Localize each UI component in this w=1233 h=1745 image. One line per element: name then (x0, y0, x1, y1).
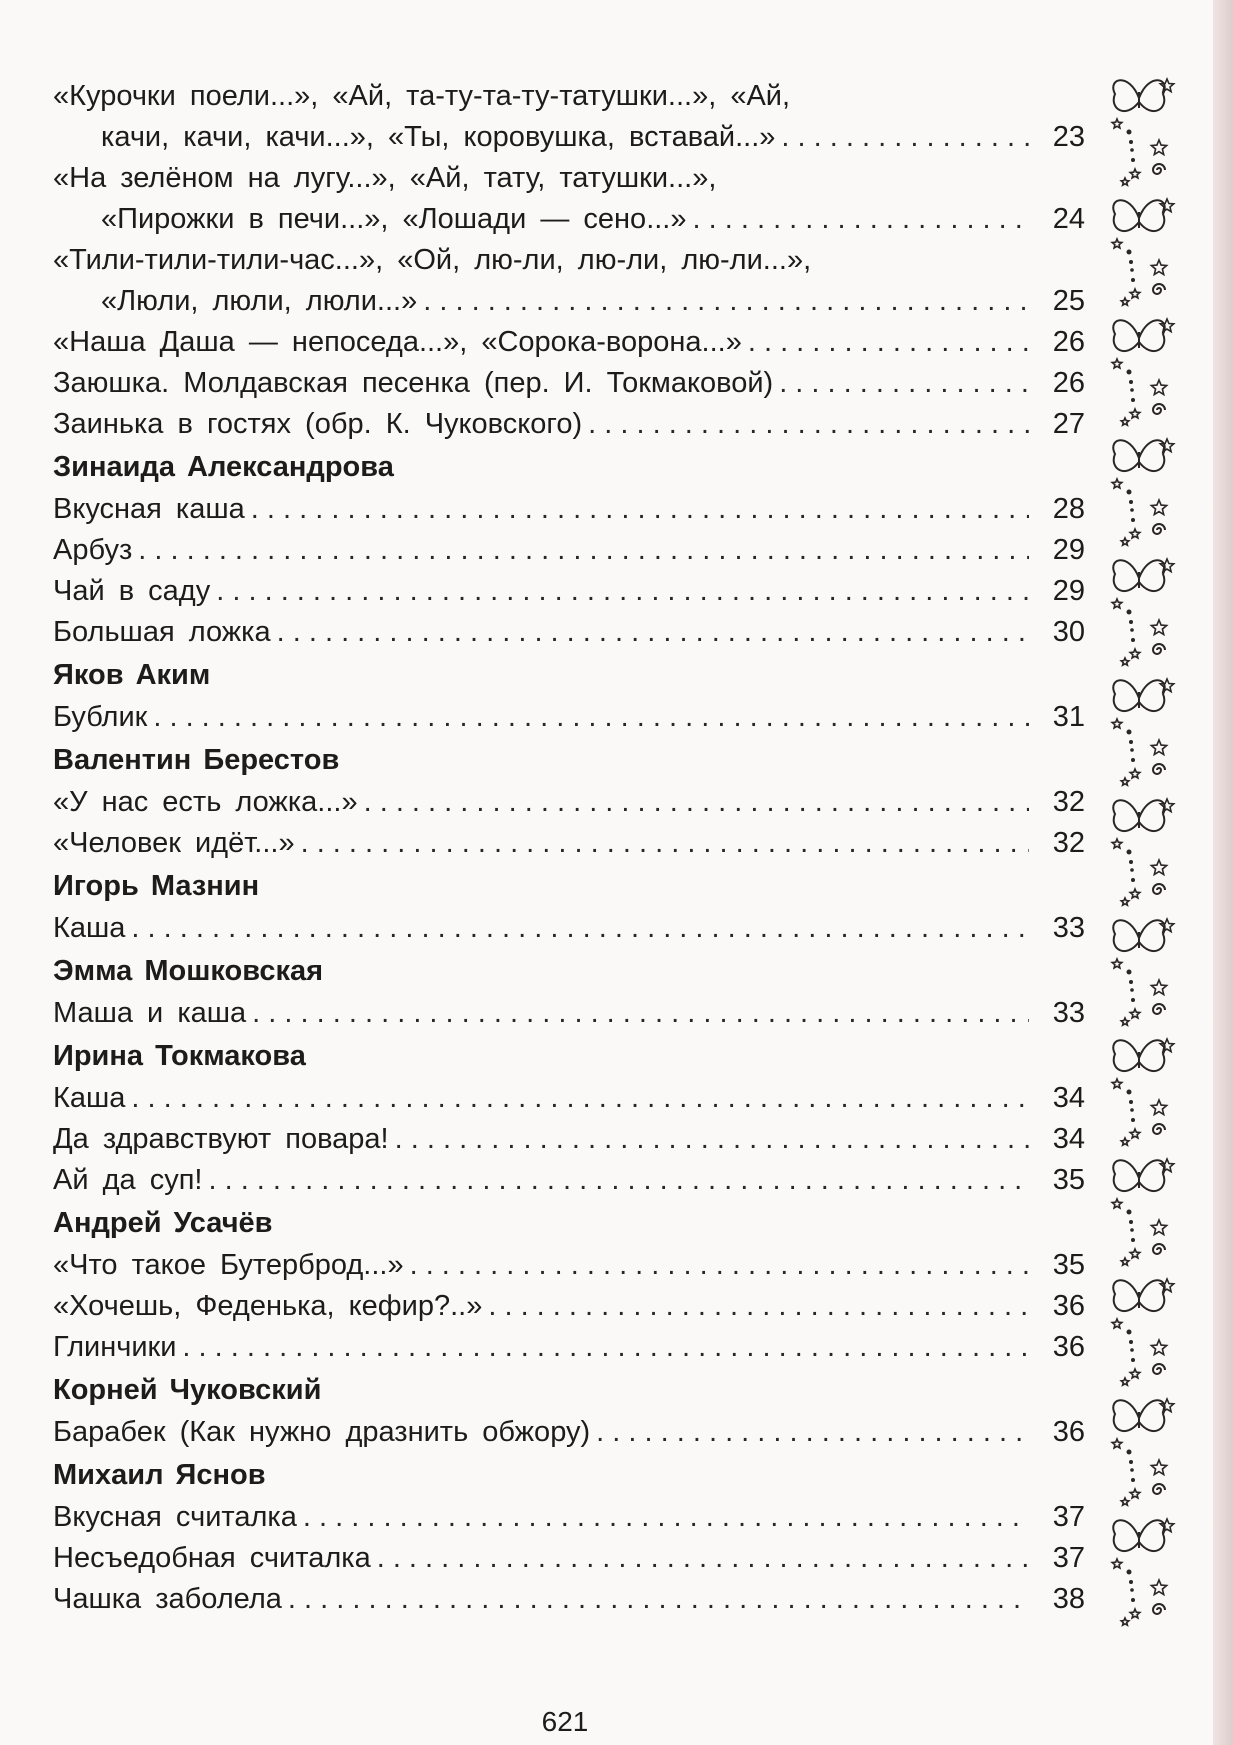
entry-title: Вкусная считалка (53, 1501, 297, 1533)
spiral-icon (1153, 1364, 1165, 1374)
author-heading: Корней Чуковский (53, 1374, 322, 1406)
dot-icon (1131, 158, 1135, 162)
dot-icon (1127, 970, 1132, 975)
dot-leader (288, 1579, 1029, 1620)
entry-title: Бублик (53, 701, 148, 733)
toc-entry[interactable] (53, 240, 1085, 322)
entry-title: «На зелёном на лугу...», «Ай, тату, татушки...», (53, 162, 717, 194)
dot-icon (1131, 758, 1135, 762)
dot-icon (1129, 620, 1133, 624)
ornament-border (1105, 70, 1185, 1670)
dot-icon (1131, 878, 1135, 882)
spiral-icon (1153, 1004, 1165, 1014)
entry-title: Каша (53, 912, 126, 944)
toc-entry[interactable] (53, 612, 1085, 653)
author-heading: Ирина Токмакова (53, 1040, 306, 1072)
spiral-icon (1153, 1124, 1165, 1134)
toc-entry[interactable] (53, 908, 1085, 949)
spiral-icon (1153, 1484, 1165, 1494)
star-icon (1130, 1369, 1140, 1378)
spiral-icon (1153, 884, 1165, 894)
dot-leader (410, 1245, 1029, 1286)
entry-page-number: 24 (1052, 203, 1085, 235)
star-icon (1112, 1319, 1122, 1328)
toc-entry[interactable] (53, 322, 1085, 363)
entry-page-number: 36 (1052, 1416, 1085, 1448)
star-icon (1151, 1580, 1166, 1595)
dot-icon (1127, 730, 1132, 735)
toc-entry[interactable] (53, 1245, 1085, 1286)
entry-title: «Пирожки в печи...», «Лошади — сено...» (101, 203, 687, 235)
dot-icon (1130, 1348, 1134, 1352)
entry-page-number: 34 (1052, 1123, 1085, 1155)
star-icon (1112, 839, 1122, 848)
dot-icon (1131, 998, 1135, 1002)
star-icon (1130, 1489, 1140, 1498)
spiral-icon (1153, 404, 1165, 414)
dot-leader (301, 823, 1029, 864)
entry-page-number: 35 (1052, 1249, 1085, 1281)
toc-entry[interactable] (53, 1327, 1085, 1368)
dot-icon (1130, 508, 1134, 512)
star-icon (1130, 529, 1140, 538)
dot-leader (216, 571, 1029, 612)
spiral-icon (1153, 164, 1165, 174)
author-heading: Михаил Яснов (53, 1459, 266, 1491)
star-icon (1130, 649, 1140, 658)
toc-entry[interactable] (53, 1579, 1085, 1620)
entry-page-number: 27 (1052, 408, 1085, 440)
toc-entry[interactable] (53, 1078, 1085, 1119)
star-icon (1112, 1079, 1122, 1088)
dot-leader (277, 612, 1029, 653)
dot-icon (1129, 1460, 1133, 1464)
dot-icon (1131, 638, 1135, 642)
dot-icon (1129, 380, 1133, 384)
toc-entry[interactable] (53, 404, 1085, 445)
star-icon (1112, 119, 1122, 128)
star-icon (1151, 1460, 1166, 1475)
entry-page-number: 28 (1052, 493, 1085, 525)
star-icon (1151, 620, 1166, 635)
star-icon (1121, 1498, 1129, 1505)
entry-page-number: 36 (1052, 1290, 1085, 1322)
dot-leader (693, 199, 1030, 240)
star-icon (1151, 500, 1166, 515)
dot-icon (1130, 748, 1134, 752)
author-heading: Валентин Берестов (53, 744, 340, 776)
star-icon (1151, 1100, 1166, 1115)
dot-icon (1127, 1570, 1132, 1575)
dot-icon (1130, 628, 1134, 632)
star-icon (1121, 1378, 1129, 1385)
dot-icon (1127, 250, 1132, 255)
entry-title: Глинчики (53, 1331, 177, 1363)
dot-leader (423, 281, 1029, 322)
entry-title: Чашка заболела (53, 1583, 282, 1615)
entry-page-number: 32 (1052, 786, 1085, 818)
dot-leader (131, 1078, 1029, 1119)
spiral-icon (1153, 1244, 1165, 1254)
star-icon (1121, 538, 1129, 545)
author-heading: Игорь Мазнин (53, 870, 260, 902)
table-of-contents (53, 76, 1085, 1620)
entry-page-number: 23 (1052, 121, 1085, 153)
star-icon (1130, 889, 1140, 898)
entry-title: «Что такое Бутерброд...» (53, 1249, 404, 1281)
star-icon (1151, 740, 1166, 755)
dot-icon (1127, 850, 1132, 855)
dot-icon (1127, 1090, 1132, 1095)
entry-page-number: 31 (1052, 701, 1085, 733)
entry-title: Барабек (Как нужно дразнить обжору) (53, 1416, 591, 1448)
dot-icon (1127, 1210, 1132, 1215)
toc-entry[interactable] (53, 1538, 1085, 1579)
page-number: 621 (541, 1706, 589, 1737)
star-icon (1151, 260, 1166, 275)
dot-icon (1129, 1100, 1133, 1104)
dot-icon (1130, 1588, 1134, 1592)
star-icon (1121, 1018, 1129, 1025)
star-icon (1121, 418, 1129, 425)
dot-icon (1127, 610, 1132, 615)
star-icon (1112, 479, 1122, 488)
star-icon (1112, 359, 1122, 368)
entry-page-number: 25 (1052, 285, 1085, 317)
star-icon (1121, 178, 1129, 185)
entry-page-number: 38 (1052, 1583, 1085, 1615)
entry-page-number: 35 (1052, 1164, 1085, 1196)
entry-page-number: 26 (1052, 326, 1085, 358)
dot-leader (138, 530, 1029, 571)
star-icon (1112, 1559, 1122, 1568)
dot-leader (303, 1497, 1029, 1538)
page-edge (1213, 0, 1233, 1745)
star-icon (1130, 289, 1140, 298)
star-icon (1121, 658, 1129, 665)
toc-entry[interactable] (53, 1412, 1085, 1453)
entry-title: «Хочешь, Феденька, кефир?..» (53, 1290, 483, 1322)
entry-page-number: 30 (1052, 616, 1085, 648)
dot-leader (781, 117, 1029, 158)
toc-entry[interactable] (53, 530, 1085, 571)
star-icon (1112, 1199, 1122, 1208)
star-icon (1151, 980, 1166, 995)
entry-title: «У нас есть ложка...» (53, 786, 358, 818)
star-icon (1121, 1258, 1129, 1265)
dot-icon (1129, 260, 1133, 264)
dot-icon (1131, 1238, 1135, 1242)
star-icon (1130, 1249, 1140, 1258)
dot-leader (395, 1119, 1029, 1160)
star-icon (1121, 1138, 1129, 1145)
entry-page-number: 33 (1052, 997, 1085, 1029)
entry-title: Ай да суп! (53, 1164, 203, 1196)
entry-title: Заинька в гостях (обр. К. Чуковского) (53, 408, 583, 440)
author-heading: Яков Аким (53, 659, 211, 691)
star-icon (1121, 778, 1129, 785)
entry-title: Большая ложка (53, 616, 271, 648)
entry-title: «Тили-тили-тили-час...», «Ой, лю-ли, лю-ли, лю-ли...», (53, 244, 812, 276)
toc-entry[interactable] (53, 363, 1085, 404)
entry-title: Чай в саду (53, 575, 211, 607)
entry-page-number: 37 (1052, 1501, 1085, 1533)
dot-icon (1129, 140, 1133, 144)
spiral-icon (1153, 524, 1165, 534)
dot-icon (1129, 500, 1133, 504)
toc-entry[interactable] (53, 1119, 1085, 1160)
dot-leader (779, 363, 1029, 404)
dot-icon (1131, 278, 1135, 282)
entry-page-number: 26 (1052, 367, 1085, 399)
star-icon (1151, 380, 1166, 395)
dot-icon (1129, 1340, 1133, 1344)
toc-entry[interactable] (53, 1286, 1085, 1327)
star-icon (1151, 860, 1166, 875)
toc-entry[interactable] (53, 489, 1085, 530)
entry-title: Несъедобная считалка (53, 1542, 371, 1574)
entry-title: «Люли, люли, люли...» (101, 285, 418, 317)
toc-entry[interactable] (53, 993, 1085, 1034)
dot-icon (1130, 1108, 1134, 1112)
entry-page-number: 29 (1052, 575, 1085, 607)
star-icon (1151, 1340, 1166, 1355)
entry-page-number: 36 (1052, 1331, 1085, 1363)
author-heading: Эмма Мошковская (53, 955, 324, 987)
dot-icon (1130, 1468, 1134, 1472)
star-icon (1130, 1609, 1140, 1618)
star-icon (1151, 140, 1166, 155)
entry-page-number: 37 (1052, 1542, 1085, 1574)
toc-entry[interactable] (53, 571, 1085, 612)
entry-title: Маша и каша (53, 997, 247, 1029)
dot-icon (1127, 130, 1132, 135)
dot-icon (1130, 1228, 1134, 1232)
star-icon (1151, 1220, 1166, 1235)
dot-icon (1129, 860, 1133, 864)
star-icon (1130, 169, 1140, 178)
entry-title: Заюшка. Молдавская песенка (пер. И. Токмаковой) (53, 367, 774, 399)
dot-leader (208, 1160, 1029, 1201)
star-icon (1130, 769, 1140, 778)
dot-icon (1131, 518, 1135, 522)
dot-icon (1127, 370, 1132, 375)
entry-page-number: 29 (1052, 534, 1085, 566)
star-icon (1121, 298, 1129, 305)
star-icon (1130, 1009, 1140, 1018)
dot-leader (153, 697, 1029, 738)
dot-leader (748, 322, 1029, 363)
dot-leader (488, 1286, 1029, 1327)
toc-entry[interactable] (53, 1497, 1085, 1538)
dot-icon (1127, 490, 1132, 495)
dot-icon (1131, 398, 1135, 402)
dot-leader (251, 489, 1029, 530)
dot-leader (182, 1327, 1029, 1368)
dot-leader (596, 1412, 1029, 1453)
dot-icon (1130, 268, 1134, 272)
dot-icon (1129, 980, 1133, 984)
entry-title: Арбуз (53, 534, 133, 566)
dot-icon (1129, 1580, 1133, 1584)
star-icon (1112, 1439, 1122, 1448)
dot-icon (1130, 388, 1134, 392)
star-icon (1112, 959, 1122, 968)
dot-icon (1127, 1330, 1132, 1335)
star-icon (1112, 599, 1122, 608)
entry-title: «Курочки поели...», «Ай, та-ту-та-ту-татушки...», «Ай, (53, 80, 791, 112)
star-icon (1130, 409, 1140, 418)
dot-leader (252, 993, 1029, 1034)
spiral-icon (1153, 644, 1165, 654)
entry-page-number: 32 (1052, 827, 1085, 859)
dot-icon (1130, 868, 1134, 872)
entry-title: Да здравствуют повара! (53, 1123, 389, 1155)
dot-icon (1127, 1450, 1132, 1455)
toc-entry[interactable] (53, 76, 1085, 158)
dot-icon (1131, 1598, 1135, 1602)
entry-page-number: 34 (1052, 1082, 1085, 1114)
toc-entry[interactable] (53, 782, 1085, 823)
entry-title: качи, качи, качи...», «Ты, коровушка, вставай...» (101, 121, 776, 153)
toc-entry[interactable] (53, 1160, 1085, 1201)
dot-icon (1130, 988, 1134, 992)
spiral-icon (1153, 764, 1165, 774)
star-icon (1112, 239, 1122, 248)
dot-leader (588, 404, 1029, 445)
entry-page-number: 33 (1052, 912, 1085, 944)
star-icon (1121, 898, 1129, 905)
spiral-icon (1153, 284, 1165, 294)
spiral-icon (1153, 1604, 1165, 1614)
toc-entry[interactable] (53, 823, 1085, 864)
dot-icon (1131, 1478, 1135, 1482)
toc-entry[interactable] (53, 697, 1085, 738)
star-icon (1130, 1129, 1140, 1138)
entry-title: Каша (53, 1082, 126, 1114)
toc-entry[interactable] (53, 158, 1085, 240)
dot-icon (1129, 1220, 1133, 1224)
dot-icon (1131, 1118, 1135, 1122)
entry-title: Вкусная каша (53, 493, 245, 525)
dot-leader (364, 782, 1029, 823)
entry-title: «Человек идёт...» (53, 827, 295, 859)
author-heading: Зинаида Александрова (53, 451, 394, 483)
star-icon (1112, 719, 1122, 728)
star-icon (1121, 1618, 1129, 1625)
dot-icon (1131, 1358, 1135, 1362)
author-heading: Андрей Усачёв (53, 1207, 273, 1239)
entry-title: «Наша Даша — непоседа...», «Сорока-ворона...» (53, 326, 742, 358)
dot-icon (1130, 148, 1134, 152)
dot-leader (377, 1538, 1029, 1579)
dot-leader (131, 908, 1029, 949)
dot-icon (1129, 740, 1133, 744)
